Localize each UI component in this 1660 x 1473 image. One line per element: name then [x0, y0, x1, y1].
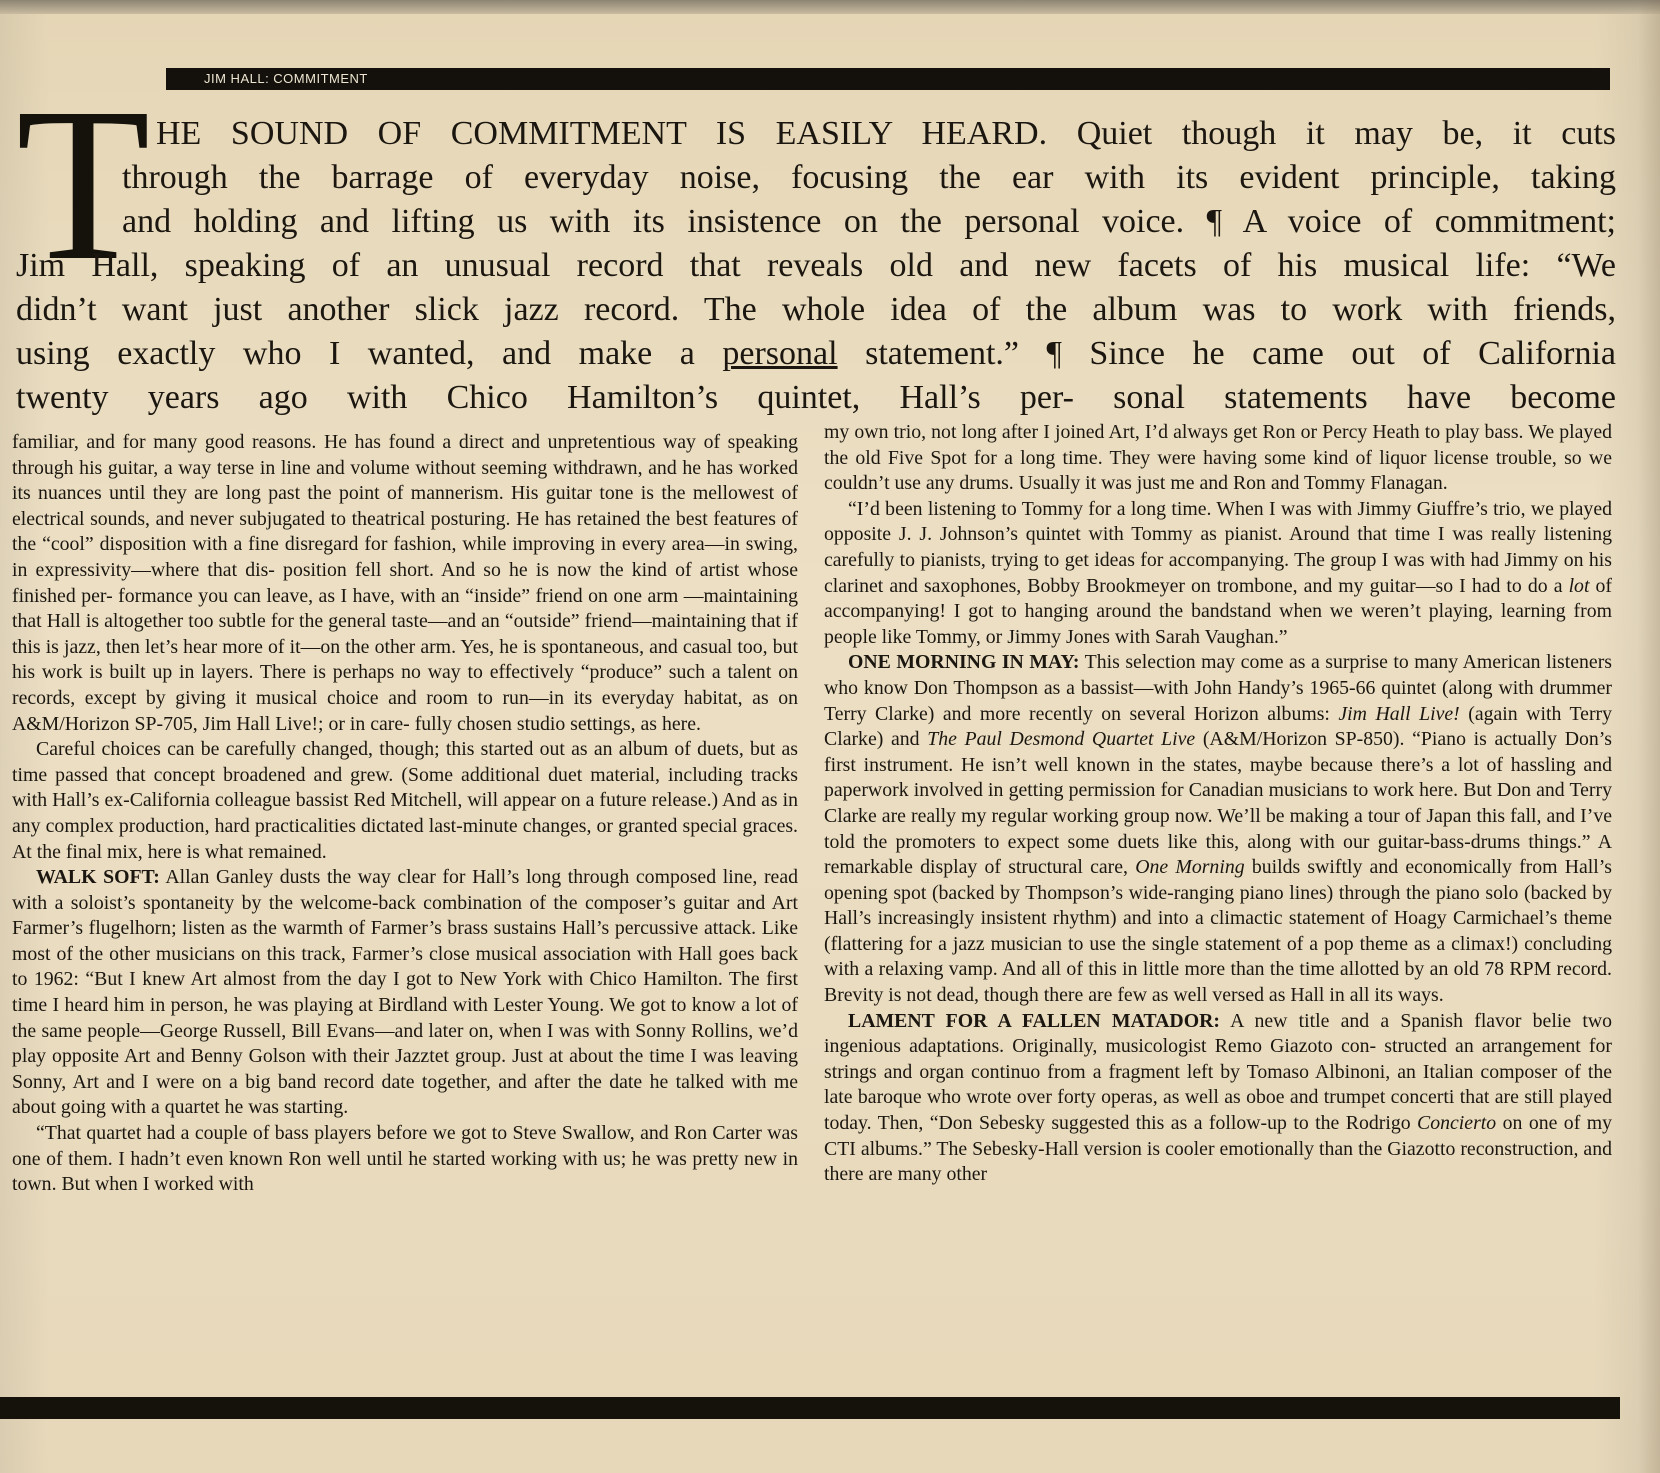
paragraph-text: builds swiftly and economically from Hall’s opening spot (backed by Thompson’s wide-ranging piano lines) through the piano solo (backed by Hall’s increasingly insistent rhythm) and into a climactic statement of Hoagy Carmichael’s theme (flattering for a jazz musician to use the single statement of a pop theme as a climax!) concluding with a relaxing vamp. And all of this in little more than the time allotted by an old 78 RPM record. Brevity is not dead, though there are few as well versed as Hall in all its ways. [824, 856, 1612, 1007]
track-heading: LAMENT FOR A FALLEN MATADOR: [848, 1009, 1220, 1032]
right-column [824, 420, 1612, 1188]
paragraph-text: (again with Terry Clarke) and [824, 702, 1613, 751]
paragraph-text: “I’d been listening to Tommy for a long time. When I was with Jimmy Giuffre’s trio, we played opposite J. J. Johnson’s quintet with Tommy as pianist. Around that time I was really listening carefully to pianists, trying to get ideas for accompanying. The group I was with had Jimmy on his clarinet and saxophones, Bobby Brookmeyer on trombone, and my guitar—so I had to do a [824, 497, 1612, 597]
paragraph-text: This selection may come as a surprise to many American listeners who know Don Thompson as a bassist—with John Handy’s 1965-66 quintet (along with drummer Terry Clarke) and more recently on several Horizon albums: [824, 651, 1612, 725]
page-top-edge [0, 0, 1660, 14]
paragraph [824, 1009, 1612, 1188]
track-heading: ONE MORNING IN MAY: [848, 651, 1080, 674]
paragraph-text: of accompanying! I got to hanging around the bandstand when we weren’t playing, learning from people like Tommy, or Jimmy Jones with Sarah Vaughan.” [824, 574, 1612, 648]
paragraph: Careful choices can be carefully changed, though; this started out as an album of duets, but as time passed that concept broadened and grew. (Some additional duet material, including tracks with Hall’s ex-California colleague bassist Red Mitchell, will appear on a future release.) And as in any complex production, hard practicalities dictated last-minute changes, or granted special graces. At the final mix, here is what remained. [12, 738, 798, 863]
lead-paragraph [16, 112, 1616, 420]
paragraph-text: A new title and a Spanish flavor belie two ingenious adaptations. Originally, musicologist Remo Giazoto con- structed an arrangement for strings and organ continuo from a fragment left by Tomaso Albinoni, an Italian composer of the late baroque who wrote over forty operas, as well as oboe and trumpet concerti that are still played today. Then, “Don Sebesky suggested this as a follow-up to the Rodrigo [824, 1009, 1612, 1135]
footer-bar [0, 1397, 1620, 1419]
drop-cap-letter: T [16, 62, 151, 306]
paragraph [12, 865, 798, 1121]
lead-text: using exactly who I wanted, and make a [16, 335, 723, 372]
lead-line: and holding and lifting us with its insistence on the personal voice. ¶ A voice of commitment; [122, 203, 1616, 240]
lead-line: through the barrage of everyday noise, focusing the ear with its evident principle, taking [122, 159, 1616, 196]
track-title: One Morning [1135, 856, 1245, 879]
track-heading: WALK SOFT: [36, 866, 160, 889]
paragraph [824, 497, 1612, 651]
header-bar [166, 68, 1610, 90]
lead-text: statement.” ¶ Since he came out of California [837, 335, 1616, 372]
paragraph-text: Allan Ganley dusts the way clear for Hall’s long through composed line, read with a soloist’s spontaneity by the welcome-back combination of the composer’s guitar and Art Farmer’s flugelhorn; listen as the warmth of Farmer’s brass sustains Hall’s percussive attack. Like most of the other musicians on this track, Farmer’s close musical association with Hall goes back to 1962: “But I knew Art almost from the day I got to New York with Chico Hamilton. The first time I heard him in person, he was playing at Birdland with Lester Young. We got to know a lot of the same people—George Russell, Bill Evans—and later on, when I was with Sonny Rollins, we’d play opposite Art and Benny Golson with their Jazztet group. Just at about the time I was leaving Sonny, Art and I were on a big band record date together, and after the date he talked with me about going with a quartet he was starting. [12, 866, 798, 1119]
paragraph [824, 650, 1612, 1008]
album-title: Jim Hall Live! [1338, 702, 1460, 725]
album-title: The Paul Desmond Quartet Live [927, 728, 1196, 751]
lead-line: twenty years ago with Chico Hamilton’s quintet, Hall’s per- sonal statements have become [16, 379, 1616, 416]
lead-line [16, 332, 1616, 376]
lead-line: Jim Hall, speaking of an unusual record that reveals old and new facets of his musical life: “We [16, 247, 1616, 284]
paragraph-text: on one of my CTI albums.” The Sebesky-Hall version is cooler emotionally than the Giazotto reconstruction, and there are many other [824, 1112, 1612, 1186]
work-title: Concierto [1417, 1112, 1497, 1135]
left-column [12, 430, 798, 1198]
lead-line: didn’t want just another slick jazz record. The whole idea of the album was to work with friends, [16, 291, 1616, 328]
underlined-word: personal [722, 335, 838, 372]
page-right-shadow [1638, 0, 1660, 1473]
paragraph: “That quartet had a couple of bass players before we got to Steve Swallow, and Ron Carter was one of them. I hadn’t even known Ron well until he started working with us; he was pretty new in town. But when I worked with [12, 1122, 798, 1196]
lead-line: HE SOUND OF COMMITMENT IS EASILY HEARD. Quiet though it may be, it cuts [156, 115, 1616, 152]
italic-word: lot [1568, 574, 1590, 597]
paragraph: familiar, and for many good reasons. He has found a direct and unpretentious way of speaking through his guitar, a way terse in line and volume without seeming withdrawn, and he has worked its nuances until they are long past the point of mannerism. His guitar tone is the mellowest of electrical sounds, and never subjugated to theatrical posturing. He has retained the best features of the “cool” disposition with a fine disregard for fashion, while improving in every area—in swing, in expressivity—where that dis- position fell short. And so he is now the kind of artist whose finished per- formance you can leave, as I have, with an “inside” friend on one arm —maintaining that Hall is altogether too subtle for the general taste—and an “outside” friend—maintaining that if this is jazz, then let’s hear more of it—on the other arm. Yes, he is spontaneous, and casual too, but his work is built up in layers. There is perhaps no way to effectively “produce” such a talent on records, except by giving it musical choice and room to run—in its everyday habitat, as on A&M/Horizon SP-705, Jim Hall Live!; or in care- fully chosen studio settings, as here. [12, 431, 798, 735]
paragraph: my own trio, not long after I joined Art, I’d always get Ron or Percy Heath to play bass. We played the old Five Spot for a long time. They were having some kind of liquor license trouble, so we couldn’t use any drums. Usually it was just me and Ron and Tommy Flanagan. [824, 421, 1612, 495]
paragraph-text: (A&M/Horizon SP-850). “Piano is actually Don’s first instrument. He isn’t well known in the states, maybe because there’s a lot of hassling and paperwork involved in getting permission for Canadian musicians to work here. But Don and Terry Clarke are really my regular working group now. We’ll be making a tour of Japan this fall, and I’ve told the promoters to expect some duets like this, along with our guitar-bass-drums things.” A remarkable display of structural care, [824, 728, 1612, 879]
header-label: JIM HALL: COMMITMENT [204, 71, 368, 86]
